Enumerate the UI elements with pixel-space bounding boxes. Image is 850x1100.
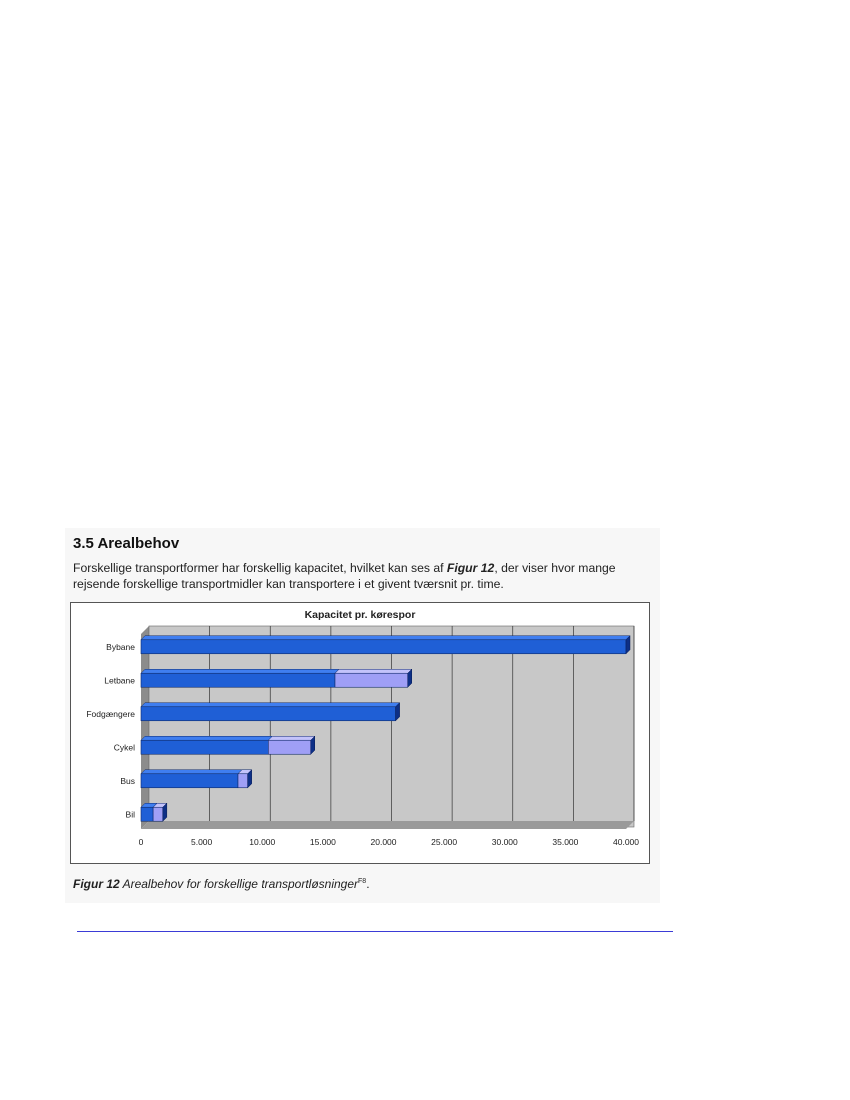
- section-heading: 3.5 Arealbehov: [73, 535, 180, 552]
- y-category-label: Letbane: [104, 675, 135, 686]
- paragraph-text-end: , der viser hvor mange rejsende forskellige transportmidler kan transportere i et givent tværsnit pr. time.: [73, 561, 616, 591]
- plot-floor: [141, 821, 634, 829]
- x-tick-label: 25.000: [431, 837, 458, 847]
- section-paragraph: [73, 561, 663, 592]
- caption-text: Arealbehov for forskellige transportløsninger: [119, 877, 359, 891]
- bar-segment: [335, 673, 408, 687]
- bar-top-face: [268, 736, 314, 740]
- x-tick-label: 40.000: [613, 837, 639, 847]
- bar-segment: [238, 774, 248, 788]
- chart-title: Kapacitet pr. kørespor: [304, 609, 416, 621]
- bar-segment: [141, 640, 626, 654]
- x-tick-label: 15.000: [309, 837, 336, 847]
- bar-top-face: [141, 736, 272, 740]
- bar-segment: [141, 673, 335, 687]
- x-tick-label: 20.000: [370, 837, 397, 847]
- bar-segment: [268, 740, 310, 754]
- capacity-chart-svg: [71, 603, 649, 863]
- capacity-chart: [70, 602, 650, 864]
- figure-caption: [73, 877, 370, 891]
- bar-segment: [141, 707, 396, 721]
- footnote-separator: [77, 931, 673, 932]
- x-tick-label: 5.000: [190, 837, 213, 847]
- caption-label: Figur 12: [73, 877, 120, 891]
- bar-segment: [141, 740, 268, 754]
- y-category-label: Bybane: [106, 641, 135, 652]
- bar-segment: [153, 807, 163, 821]
- bar-top-face: [141, 669, 339, 673]
- paragraph-text-start: Forskellige transportformer har forskellig kapacitet, hvilket kan ses af: [73, 561, 447, 575]
- y-category-label: Bil: [125, 809, 135, 820]
- x-tick-label: 10.000: [249, 837, 276, 847]
- caption-end: .: [366, 877, 370, 891]
- bar-top-face: [141, 636, 630, 640]
- figure-reference: Figur 12: [446, 561, 495, 575]
- bar-segment: [141, 774, 238, 788]
- x-tick-label: 35.000: [552, 837, 579, 847]
- bar-top-face: [141, 703, 400, 707]
- y-category-label: Bus: [120, 775, 135, 786]
- y-category-label: Fodgængere: [86, 708, 135, 719]
- bar-segment: [141, 807, 153, 821]
- caption-footnote-mark: F8: [358, 878, 367, 885]
- bar-top-face: [335, 669, 412, 673]
- plot-side-wall: [141, 626, 149, 829]
- x-tick-label: 0: [138, 837, 144, 847]
- bar-top-face: [141, 770, 242, 774]
- y-category-label: Cykel: [113, 742, 135, 753]
- x-tick-label: 30.000: [491, 837, 518, 847]
